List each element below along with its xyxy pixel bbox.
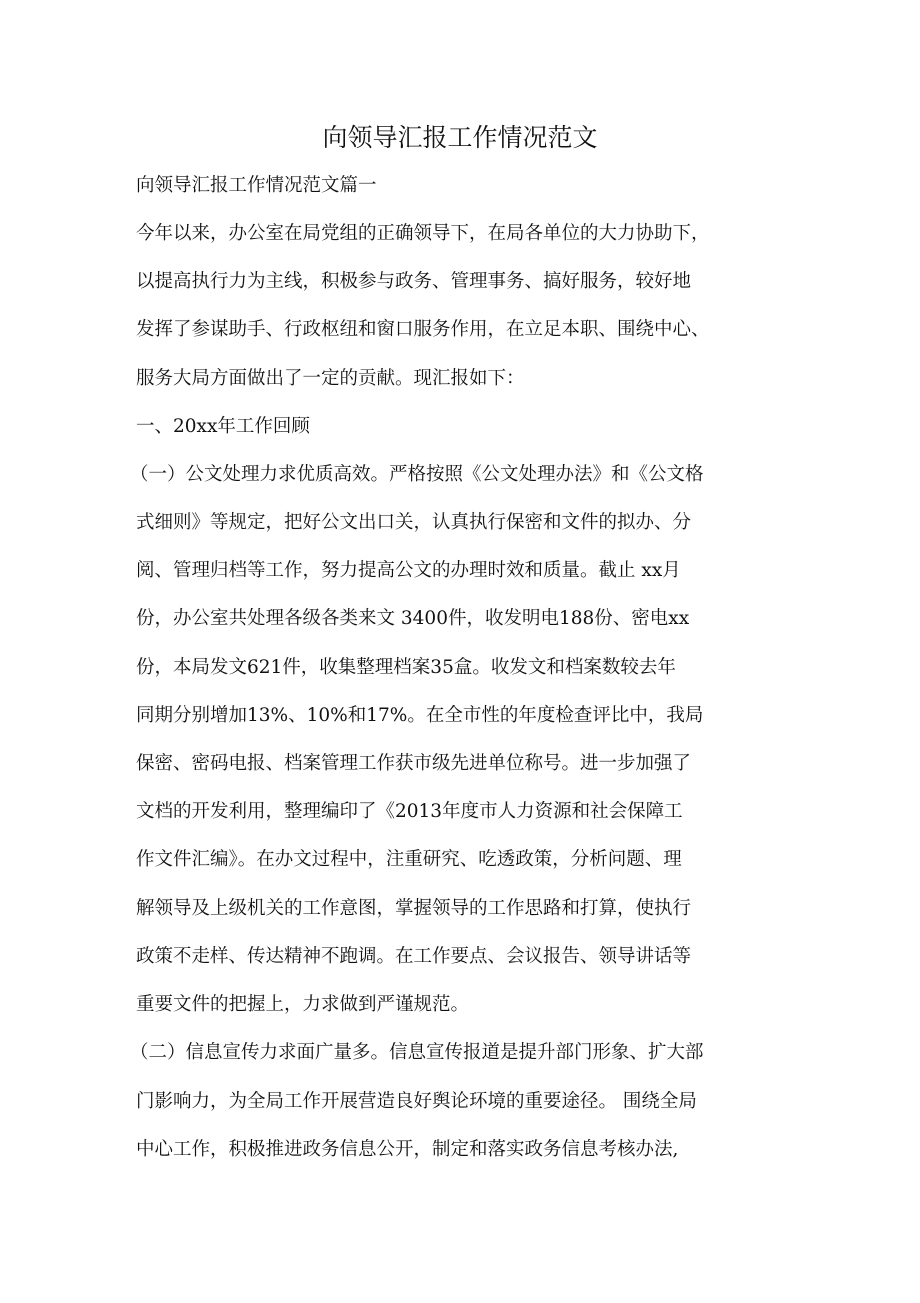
paragraph-line: 式细则》等规定，把好公文出口关，认真执行保密和文件的拟办、分 <box>136 512 692 533</box>
document-title: 向领导汇报工作情况范文 <box>322 123 598 152</box>
paragraph-line: 份，办公室共处理各级各类来文 3400件，收发明电188份、密电xx <box>136 608 690 629</box>
paragraph-line: 重要文件的把握上，力求做到严谨规范。 <box>136 994 470 1015</box>
paragraph-line: 服务大局方面做出了一定的贡献。现汇报如下： <box>136 368 525 389</box>
paragraph-line: 作文件汇编》。在办文过程中，注重研究、吃透政策，分析问题、理 <box>136 849 682 870</box>
paragraph-line: （二）信息宣传力求面广量多。信息宣传报道是提升部门形象、扩大部 <box>130 1042 704 1063</box>
paragraph-line: 保密、密码电报、档案管理工作获市级先进单位称号。进一步加强了 <box>136 753 692 774</box>
section-subtitle: 向领导汇报工作情况范文篇一 <box>136 175 377 196</box>
paragraph-line: 文档的开发利用，整理编印了《2013年度市人力资源和社会保障工 <box>136 801 683 822</box>
section-heading: 一、20xx年工作回顾 <box>136 416 310 437</box>
paragraph-line: （一）公文处理力求优质高效。严格按照《公文处理办法》和《公文格 <box>130 464 704 485</box>
paragraph-line: 以提高执行力为主线，积极参与政务、管理事务、搞好服务，较好地 <box>136 271 692 292</box>
paragraph-line: 同期分别增加13%、10%和17%。在全市性的年度检查评比中，我局 <box>136 705 704 726</box>
paragraph-line: 解领导及上级机关的工作意图，掌握领导的工作思路和打算，使执行 <box>136 898 692 919</box>
paragraph-line: 阅、管理归档等工作，努力提高公文的办理时效和质量。截止 xx月 <box>136 560 681 581</box>
paragraph-line: 门影响力，为全局工作开展营造良好舆论环境的重要途径。 围绕全局 <box>136 1091 697 1112</box>
paragraph-line: 份，本局发文621件，收集整理档案35盒。收发文和档案数较去年 <box>136 657 676 678</box>
paragraph-line: 政策不走样、传达精神不跑调。在工作要点、会议报告、领导讲话等 <box>136 946 692 967</box>
paragraph-line: 发挥了参谋助手、行政枢纽和窗口服务作用，在立足本职、围绕中心、 <box>136 319 710 340</box>
paragraph-line: 中心工作，积极推进政务信息公开，制定和落实政务信息考核办法, <box>136 1139 679 1160</box>
paragraph-line: 今年以来，办公室在局党组的正确领导下，在局各单位的大力协助下， <box>136 223 710 244</box>
